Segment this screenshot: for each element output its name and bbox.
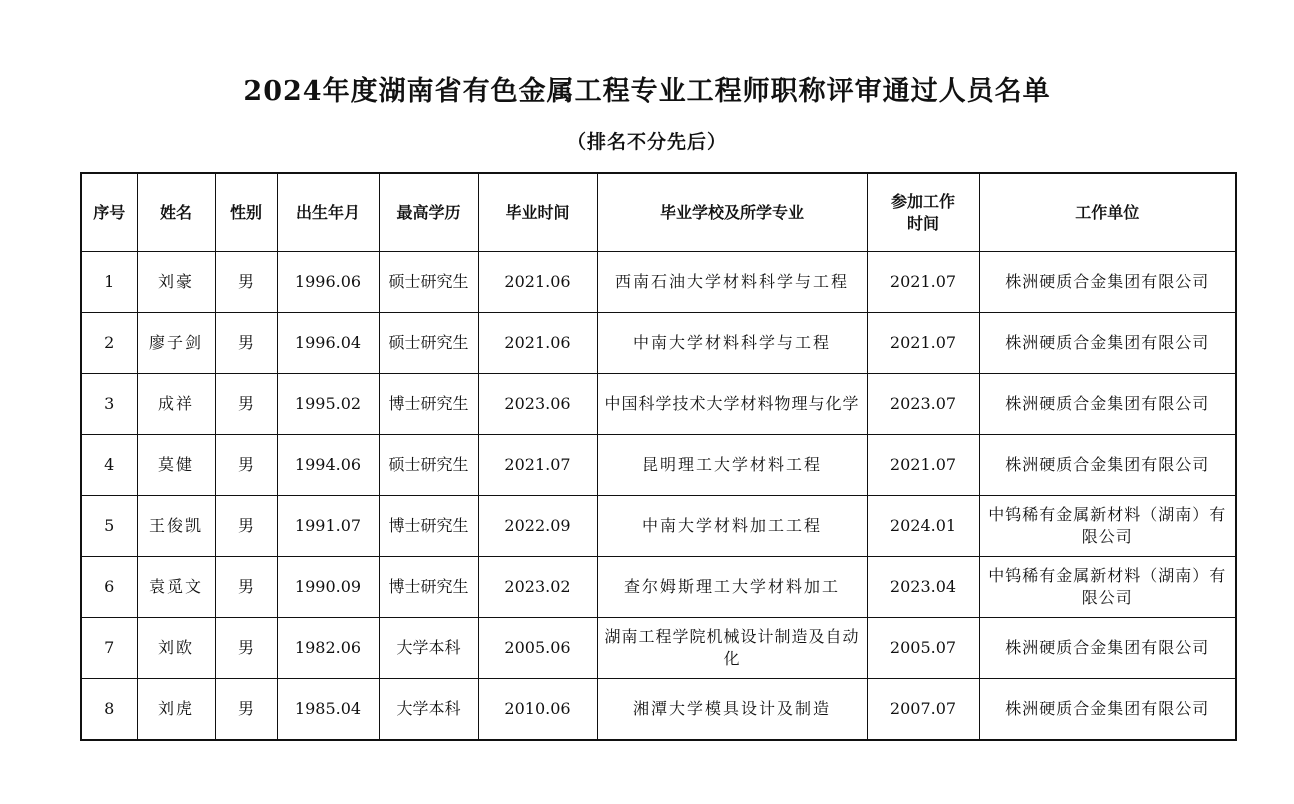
cell-education: 硕士研究生	[379, 313, 478, 374]
cell-index: 3	[81, 374, 137, 435]
cell-index: 4	[81, 435, 137, 496]
cell-gender: 男	[215, 496, 277, 557]
cell-graduation: 2023.02	[478, 557, 597, 618]
cell-index: 6	[81, 557, 137, 618]
table-row	[81, 679, 1236, 741]
header-index: 序号	[81, 173, 137, 252]
cell-name: 莫健	[137, 435, 215, 496]
cell-work-start: 2021.07	[867, 435, 979, 496]
cell-employer: 株洲硬质合金集团有限公司	[979, 679, 1236, 741]
cell-gender: 男	[215, 618, 277, 679]
cell-gender: 男	[215, 313, 277, 374]
cell-graduation: 2010.06	[478, 679, 597, 741]
cell-index: 2	[81, 313, 137, 374]
cell-employer: 中钨稀有金属新材料（湖南）有限公司	[979, 496, 1236, 557]
cell-school-major: 湖南工程学院机械设计制造及自动化	[597, 618, 867, 679]
cell-graduation: 2023.06	[478, 374, 597, 435]
header-employer: 工作单位	[979, 173, 1236, 252]
cell-index: 5	[81, 496, 137, 557]
cell-birth: 1991.07	[277, 496, 379, 557]
cell-work-start: 2023.04	[867, 557, 979, 618]
cell-gender: 男	[215, 557, 277, 618]
table-row	[81, 313, 1236, 374]
cell-education: 大学本科	[379, 618, 478, 679]
cell-employer: 株洲硬质合金集团有限公司	[979, 618, 1236, 679]
cell-name: 刘欧	[137, 618, 215, 679]
table-row	[81, 618, 1236, 679]
header-graduation: 毕业时间	[478, 173, 597, 252]
cell-gender: 男	[215, 374, 277, 435]
table-row	[81, 435, 1236, 496]
cell-work-start: 2023.07	[867, 374, 979, 435]
cell-education: 大学本科	[379, 679, 478, 741]
cell-school-major: 中南大学材料科学与工程	[597, 313, 867, 374]
cell-work-start: 2024.01	[867, 496, 979, 557]
cell-school-major: 湘潭大学模具设计及制造	[597, 679, 867, 741]
cell-name: 袁觅文	[137, 557, 215, 618]
cell-birth: 1996.06	[277, 252, 379, 313]
header-name: 姓名	[137, 173, 215, 252]
cell-employer: 株洲硬质合金集团有限公司	[979, 313, 1236, 374]
cell-work-start: 2021.07	[867, 252, 979, 313]
cell-employer: 中钨稀有金属新材料（湖南）有限公司	[979, 557, 1236, 618]
roster-table	[80, 172, 1237, 741]
cell-education: 硕士研究生	[379, 252, 478, 313]
cell-graduation: 2021.07	[478, 435, 597, 496]
header-school-major: 毕业学校及所学专业	[597, 173, 867, 252]
cell-education: 博士研究生	[379, 496, 478, 557]
document-title: 2024年度湖南省有色金属工程专业工程师职称评审通过人员名单	[243, 76, 1051, 107]
table-row	[81, 496, 1236, 557]
header-work-start-line1: 参加工作	[890, 191, 955, 211]
cell-graduation: 2022.09	[478, 496, 597, 557]
cell-birth: 1995.02	[277, 374, 379, 435]
cell-school-major: 中国科学技术大学材料物理与化学	[597, 374, 867, 435]
cell-name: 成祥	[137, 374, 215, 435]
table-header-row	[81, 173, 1236, 252]
cell-index: 7	[81, 618, 137, 679]
cell-work-start: 2021.07	[867, 313, 979, 374]
header-education: 最高学历	[379, 173, 478, 252]
cell-work-start: 2005.07	[867, 618, 979, 679]
cell-birth: 1982.06	[277, 618, 379, 679]
cell-school-major: 昆明理工大学材料工程	[597, 435, 867, 496]
cell-name: 刘豪	[137, 252, 215, 313]
document-subtitle: （排名不分先后）	[566, 131, 727, 153]
cell-name: 王俊凯	[137, 496, 215, 557]
cell-school-major: 中南大学材料加工工程	[597, 496, 867, 557]
cell-graduation: 2005.06	[478, 618, 597, 679]
header-birth: 出生年月	[277, 173, 379, 252]
header-gender: 性别	[215, 173, 277, 252]
cell-name: 刘虎	[137, 679, 215, 741]
cell-education: 博士研究生	[379, 557, 478, 618]
cell-birth: 1994.06	[277, 435, 379, 496]
header-work-start-line2: 时间	[906, 213, 939, 233]
cell-education: 博士研究生	[379, 374, 478, 435]
cell-school-major: 西南石油大学材料科学与工程	[597, 252, 867, 313]
table-row	[81, 252, 1236, 313]
cell-gender: 男	[215, 435, 277, 496]
cell-gender: 男	[215, 679, 277, 741]
cell-work-start: 2007.07	[867, 679, 979, 741]
cell-education: 硕士研究生	[379, 435, 478, 496]
cell-school-major: 查尔姆斯理工大学材料加工	[597, 557, 867, 618]
cell-employer: 株洲硬质合金集团有限公司	[979, 374, 1236, 435]
cell-birth: 1985.04	[277, 679, 379, 741]
cell-gender: 男	[215, 252, 277, 313]
table-row	[81, 374, 1236, 435]
cell-graduation: 2021.06	[478, 313, 597, 374]
cell-index: 8	[81, 679, 137, 741]
cell-graduation: 2021.06	[478, 252, 597, 313]
cell-name: 廖子剑	[137, 313, 215, 374]
cell-birth: 1990.09	[277, 557, 379, 618]
cell-index: 1	[81, 252, 137, 313]
cell-employer: 株洲硬质合金集团有限公司	[979, 435, 1236, 496]
cell-employer: 株洲硬质合金集团有限公司	[979, 252, 1236, 313]
table-row	[81, 557, 1236, 618]
header-work-start	[867, 173, 979, 252]
cell-birth: 1996.04	[277, 313, 379, 374]
